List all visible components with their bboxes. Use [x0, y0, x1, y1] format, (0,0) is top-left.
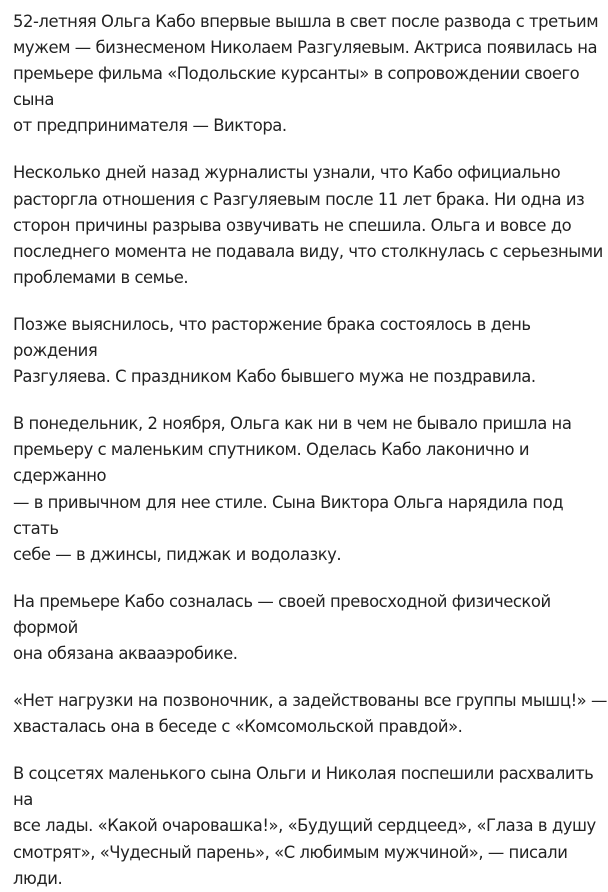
article-paragraph: «Нет нагрузки на позвоночник, а задействованы все группы мышц!» — хвасталась она в беседе с «Комсомольской правдой». — [13, 691, 607, 737]
article-paragraph: В соцсетях маленького сына Ольги и Николая поспешили расхвалить на все лады. «Какой очаровашка!», «Будущий сердцеед», «Глаза в душу смотрят», «Чудесный парень», «С любимым мужчиной», — писали люди. — [13, 764, 596, 888]
article-paragraph: Несколько дней назад журналисты узнали, что Кабо официально расторгла отношения с Разгуляевым после 11 лет брака. Ни одна из сторон причины разрыва озвучивать не спешила. Ольга и вовсе до последнего момента не подавала виду, что столкнулась с серьезными проблемами в семье. — [13, 163, 603, 287]
article-paragraph: В понедельник, 2 ноября, Ольга как ни в чем не бывало пришла на премьеру с маленьким спутником. Оделась Кабо лаконично и сдержанно — в привычном для нее стиле. Сына Виктора Ольга нарядила под стать себе — в джинсы, пиджак и водолазку. — [13, 414, 572, 564]
article-paragraph: На премьере Кабо созналась — своей превосходной физической формой она обязана аквааэробике. — [13, 591, 551, 663]
article-paragraph: 52-летняя Ольга Кабо впервые вышла в свет после развода с третьим мужем — бизнесменом Николаем Разгуляевым. Актриса появилась на премьере фильма «Подольские курсанты» в сопровождении своего сына от предпринимателя — Виктора. — [13, 12, 599, 136]
article-paragraph: Позже выяснилось, что расторжение брака состоялось в день рождения Разгуляева. С праздником Кабо бывшего мужа не поздравила. — [13, 314, 536, 387]
